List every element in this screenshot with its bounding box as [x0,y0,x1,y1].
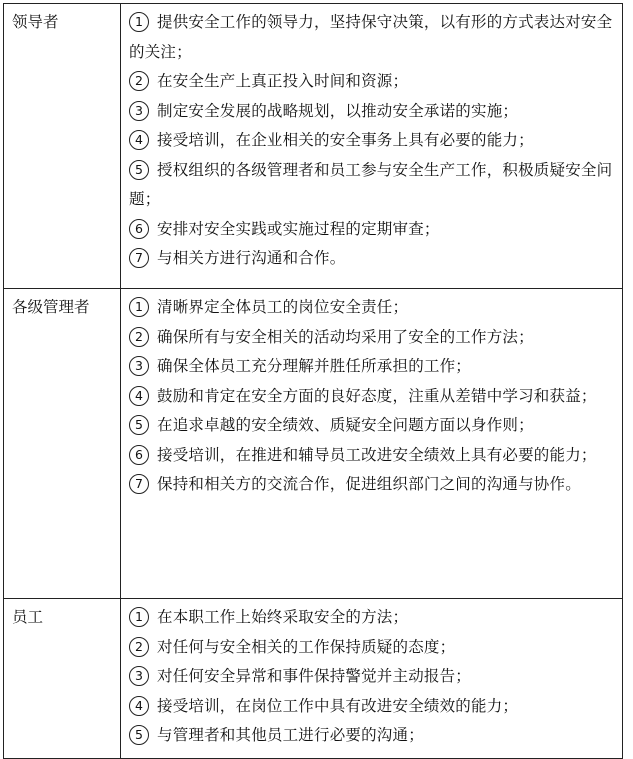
circled-number: 4 [129,386,149,406]
duty-item [129,352,616,382]
duty-text: 在安全生产上真正投入时间和资源； [157,72,409,90]
circled-number: 3 [129,666,149,686]
duty-text: 安排对安全实践或实施过程的定期审查； [157,219,440,238]
duty-text: 接受培训，在推进和辅导员工改进安全绩效上具有必要的能力； [157,445,597,464]
circled-number: 2 [129,71,149,91]
duty-text: 对任何与安全相关的工作保持质疑的态度； [157,637,456,656]
duty-item [129,67,616,97]
duty-text: 鼓励和肯定在安全方面的良好态度，注重从差错中学习和获益； [157,386,597,405]
circled-number: 3 [129,356,149,376]
duty-item [129,215,616,245]
role-cell-managers: 各级管理者 [4,289,121,599]
circled-number: 4 [129,696,149,716]
duty-item [129,382,616,412]
circled-number: 6 [129,445,149,465]
circled-number: 3 [129,101,149,121]
duty-item [129,97,616,127]
circled-number: 6 [129,219,149,239]
duty-item [129,633,616,663]
circled-number: 7 [129,474,149,494]
duty-text: 确保全体员工充分理解并胜任所承担的工作； [157,357,472,375]
duty-text: 清晰界定全体员工的岗位安全责任； [157,298,409,316]
duty-item [129,692,616,722]
circled-number: 4 [129,130,149,150]
duties-cell-employees [121,599,623,759]
duty-text: 制定安全发展的战略规划，以推动安全承诺的实施； [157,101,519,120]
duty-text: 接受培训，在岗位工作中具有改进安全绩效的能力； [157,696,519,715]
table-row-employees [4,599,623,759]
circled-number: 1 [129,12,149,32]
duty-item [129,411,616,441]
duties-cell-leader [121,4,623,289]
circled-number: 5 [129,160,149,180]
role-cell-leader: 领导者 [4,4,121,289]
duty-item [129,603,616,633]
circled-number: 2 [129,637,149,657]
duty-text: 与管理者和其他员工进行必要的沟通； [157,726,424,744]
duty-text: 确保所有与安全相关的活动均采用了安全的工作方法； [157,327,534,346]
duty-text: 接受培训，在企业相关的安全事务上具有必要的能力； [157,131,534,149]
circled-number: 5 [129,725,149,745]
duty-item [129,293,616,323]
duty-item [129,8,616,67]
duty-text: 在追求卓越的安全绩效、质疑安全问题方面以身作则； [157,416,534,434]
circled-number: 1 [129,297,149,317]
duty-item [129,721,616,751]
role-cell-employees: 员工 [4,599,121,759]
duty-text: 提供安全工作的领导力，坚持保守决策，以有形的方式表达对安全的关注； [129,13,613,61]
duties-cell-managers [121,289,623,599]
duty-item [129,156,616,215]
duty-item [129,126,616,156]
duty-text: 对任何安全异常和事件保持警觉并主动报告； [157,667,472,685]
duty-text: 保持和相关方的交流合作，促进组织部门之间的沟通与协作。 [157,475,581,493]
circled-number: 2 [129,327,149,347]
duty-item [129,323,616,353]
circled-number: 5 [129,415,149,435]
duty-text: 在本职工作上始终采取安全的方法； [157,608,409,626]
responsibility-table [3,3,623,759]
duty-text: 授权组织的各级管理者和员工参与安全生产工作，积极质疑安全问题； [129,160,613,208]
table-row-managers [4,289,623,599]
duty-text: 与相关方进行沟通和合作。 [157,249,346,267]
circled-number: 7 [129,248,149,268]
duty-item [129,470,616,500]
circled-number: 1 [129,607,149,627]
duty-item [129,244,616,274]
table-row-leader [4,4,623,289]
duty-item [129,441,616,471]
duty-item [129,662,616,692]
